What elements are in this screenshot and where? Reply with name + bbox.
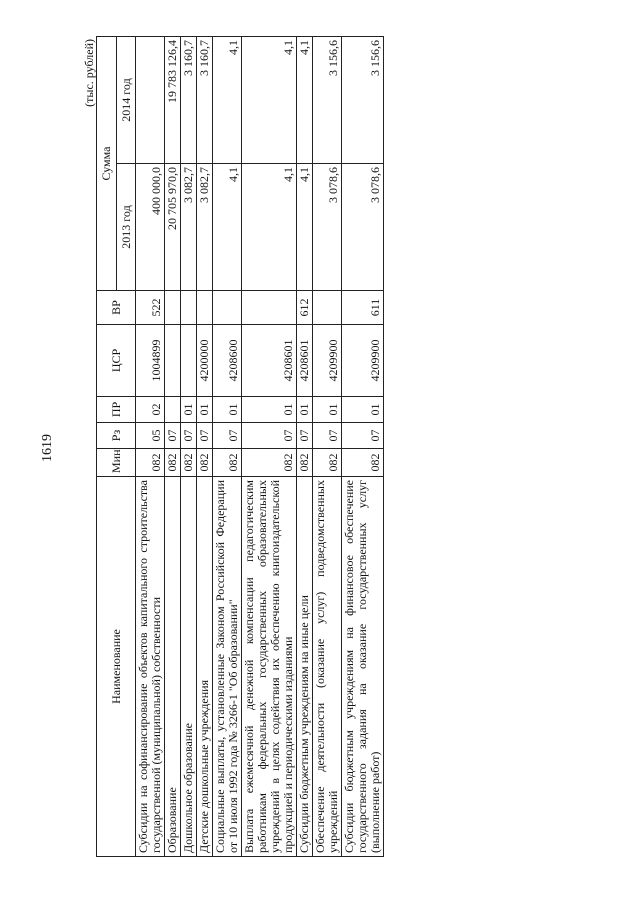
row-sum-2014: 4,1: [297, 36, 313, 163]
table-row: [136, 36, 165, 856]
row-pr: 01: [213, 397, 242, 423]
row-pr: [165, 397, 181, 423]
row-name: Выплата ежемесячной денежной компенсации педагогическим работникам федеральных государственных образовательных учреждений в целях содействия их обеспечению книгоиздательской продукцией и периодическими изданиями: [242, 477, 297, 857]
table-row: [197, 36, 213, 856]
row-rz: 07: [197, 423, 213, 449]
page-number: 1619: [40, 434, 55, 462]
row-name: Субсидии на софинансирование объектов капитального строительства государственной (муниципальной) собственности: [136, 477, 165, 857]
header-name: Наименование: [97, 477, 136, 857]
row-min: 082: [197, 449, 213, 477]
row-sum-2014: 3 156,6: [342, 36, 384, 163]
table-row: [297, 36, 313, 856]
header-2014: 2014 год: [117, 36, 136, 163]
row-pr: 01: [181, 397, 197, 423]
row-vr: [197, 291, 213, 325]
row-min: 082: [313, 449, 342, 477]
header-pr: ПР: [97, 397, 136, 423]
row-sum-2013: 3 078,6: [313, 164, 342, 291]
row-vr: 611: [342, 291, 384, 325]
row-rz: 07: [181, 423, 197, 449]
row-min: 082: [342, 449, 384, 477]
row-csr: 1004899: [136, 325, 165, 397]
row-rz: 07: [342, 423, 384, 449]
row-rz: 05: [136, 423, 165, 449]
row-csr: 4209900: [342, 325, 384, 397]
row-csr: 4208601: [242, 325, 297, 397]
table-row: [342, 36, 384, 856]
row-sum-2014: 3 160,7: [181, 36, 197, 163]
table-row: [213, 36, 242, 856]
row-min: 082: [297, 449, 313, 477]
row-vr: 612: [297, 291, 313, 325]
row-name: Субсидии бюджетным учреждениям на финансовое обеспечение государственного задания на оказание государственных услуг (выполнение работ): [342, 477, 384, 857]
row-csr: [181, 325, 197, 397]
row-name: Детские дошкольные учреждения: [197, 477, 213, 857]
row-csr: 4209900: [313, 325, 342, 397]
table-row: [242, 36, 297, 856]
row-min: 082: [165, 449, 181, 477]
header-sum: Сумма: [97, 36, 117, 290]
units-label: (тыс. рублей): [82, 39, 96, 107]
row-name: Дошкольное образование: [181, 477, 197, 857]
row-name: Социальные выплаты, установленные Законом Российской Федерации от 10 июля 1992 года № 3266-1 "Об образовании": [213, 477, 242, 857]
header-min: Мин: [97, 449, 136, 477]
row-sum-2013: 3 082,7: [197, 164, 213, 291]
row-sum-2014: 19 783 126,4: [165, 36, 181, 163]
row-name: Образование: [165, 477, 181, 857]
table-row: [313, 36, 342, 856]
row-pr: 01: [242, 397, 297, 423]
budget-table: [96, 36, 384, 857]
row-sum-2013: 20 705 970,0: [165, 164, 181, 291]
row-rz: 07: [313, 423, 342, 449]
row-sum-2014: [136, 36, 165, 163]
budget-table-section: [82, 37, 542, 857]
row-sum-2014: 4,1: [242, 36, 297, 163]
row-vr: [242, 291, 297, 325]
row-sum-2013: 400 000,0: [136, 164, 165, 291]
row-min: 082: [242, 449, 297, 477]
row-csr: 4208600: [213, 325, 242, 397]
row-sum-2013: 4,1: [242, 164, 297, 291]
table-row: [165, 36, 181, 856]
row-rz: 07: [213, 423, 242, 449]
row-vr: [181, 291, 197, 325]
row-name: Субсидии бюджетным учреждениям на иные цели: [297, 477, 313, 857]
row-sum-2013: 3 082,7: [181, 164, 197, 291]
row-sum-2014: 4,1: [213, 36, 242, 163]
row-sum-2013: 4,1: [213, 164, 242, 291]
row-csr: 4208601: [297, 325, 313, 397]
row-min: 082: [213, 449, 242, 477]
header-2013: 2013 год: [117, 164, 136, 291]
header-csr: ЦСР: [97, 325, 136, 397]
row-csr: 4200000: [197, 325, 213, 397]
row-vr: [165, 291, 181, 325]
row-min: 082: [136, 449, 165, 477]
table-row: [181, 36, 197, 856]
row-vr: [313, 291, 342, 325]
row-rz: 07: [165, 423, 181, 449]
row-min: 082: [181, 449, 197, 477]
row-name: Обеспечение деятельности (оказание услуг) подведомственных учреждений: [313, 477, 342, 857]
row-pr: 01: [197, 397, 213, 423]
row-rz: 07: [297, 423, 313, 449]
row-vr: [213, 291, 242, 325]
row-pr: 01: [297, 397, 313, 423]
row-pr: 01: [342, 397, 384, 423]
header-rz: Рз: [97, 423, 136, 449]
row-vr: 522: [136, 291, 165, 325]
row-sum-2013: 4,1: [297, 164, 313, 291]
row-pr: 02: [136, 397, 165, 423]
row-sum-2014: 3 156,6: [313, 36, 342, 163]
row-rz: 07: [242, 423, 297, 449]
row-csr: [165, 325, 181, 397]
row-pr: 01: [313, 397, 342, 423]
header-vr: ВР: [97, 291, 136, 325]
row-sum-2014: 3 160,7: [197, 36, 213, 163]
row-sum-2013: 3 078,6: [342, 164, 384, 291]
